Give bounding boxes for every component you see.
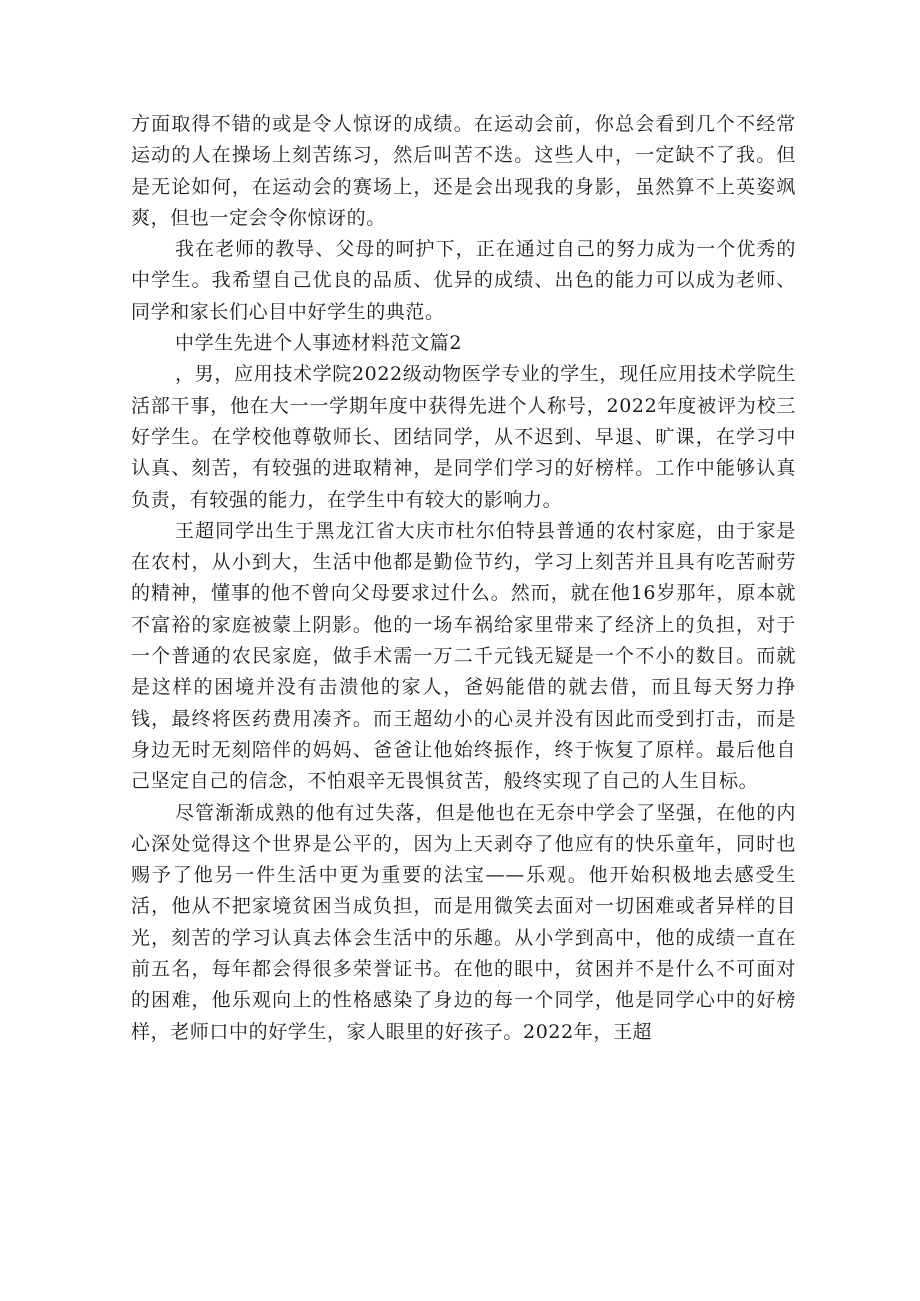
paragraph-self-description: 我在老师的教导、父母的呵护下，正在通过自己的努力成为一个优秀的中学生。我希望自己优良的品质、优异的成绩、出色的能力可以成为老师、同学和家长们心目中好学生的典范。 [131, 238, 796, 323]
paragraph-continuation: 方面取得不错的或是令人惊讶的成绩。在运动会前，你总会看到几个不经常运动的人在操场上刻苦练习，然后叫苦不迭。这些人中，一定缺不了我。但是无论如何，在运动会的赛场上，还是会出现我的身影，虽然算不上英姿飒爽，但也一定会令你惊讶的。 [131, 113, 796, 229]
section-heading: 中学生先进个人事迹材料范文篇2 [175, 332, 463, 355]
document-body [131, 109, 796, 1048]
paragraph-family-background: 王超同学出生于黑龙江省大庆市杜尔伯特县普通的农村家庭，由于家是在农村，从小到大，生活中他都是勤俭节约，学习上刻苦并且具有吃苦耐劳的精神，懂事的他不曾向父母要求过什么。然而，就在他16岁那年，原本就不富裕的家庭被蒙上阴影。他的一场车祸给家里带来了经济上的负担，对于一个普通的农民家庭，做手术需一万二千元钱无疑是一个不小的数目。而就是这样的困境并没有击溃他的家人，爸妈能借的就去借，而且每天努力挣钱，最终将医药费用凑齐。而王超幼小的心灵并没有因此而受到打击，而是身边无时无刻陪伴的妈妈、爸爸让他始终振作，终于恢复了原样。最后他自己坚定自己的信念，不怕艰辛无畏惧贫苦，般终实现了自己的人生目标。 [131, 519, 796, 793]
paragraph-optimism: 尽管渐渐成熟的他有过失落，但是他也在无奈中学会了坚强，在他的内心深处觉得这个世界是公平的，因为上天剥夺了他应有的快乐童年，同时也赐予了他另一件生活中更为重要的法宝——乐观。他开始积极地去感受生活，他从不把家境贫困当成负担，而是用微笑去面对一切困难或者异样的目光，刻苦的学习认真去体会生活中的乐趣。从小学到高中，他的成绩一直在前五名，每年都会得很多荣誉证书。在他的眼中，贫困并不是什么不可面对的困难，他乐观向上的性格感染了身边的每一个同学，他是同学心中的好榜样，老师口中的好学生，家人眼里的好孩子。2022年，王超 [131, 801, 796, 1043]
paragraph-student-intro: ，男，应用技术学院2022级动物医学专业的学生，现任应用技术学院生活部干事，他在大一一学期年度中获得先进个人称号，2022年度被评为校三好学生。在学校他尊敬师长、团结同学，从不迟到、早退、旷课，在学习中认真、刻苦，有较强的进取精神，是同学们学习的好榜样。工作中能够认真负责，有较强的能力，在学生中有较大的影响力。 [131, 363, 796, 511]
